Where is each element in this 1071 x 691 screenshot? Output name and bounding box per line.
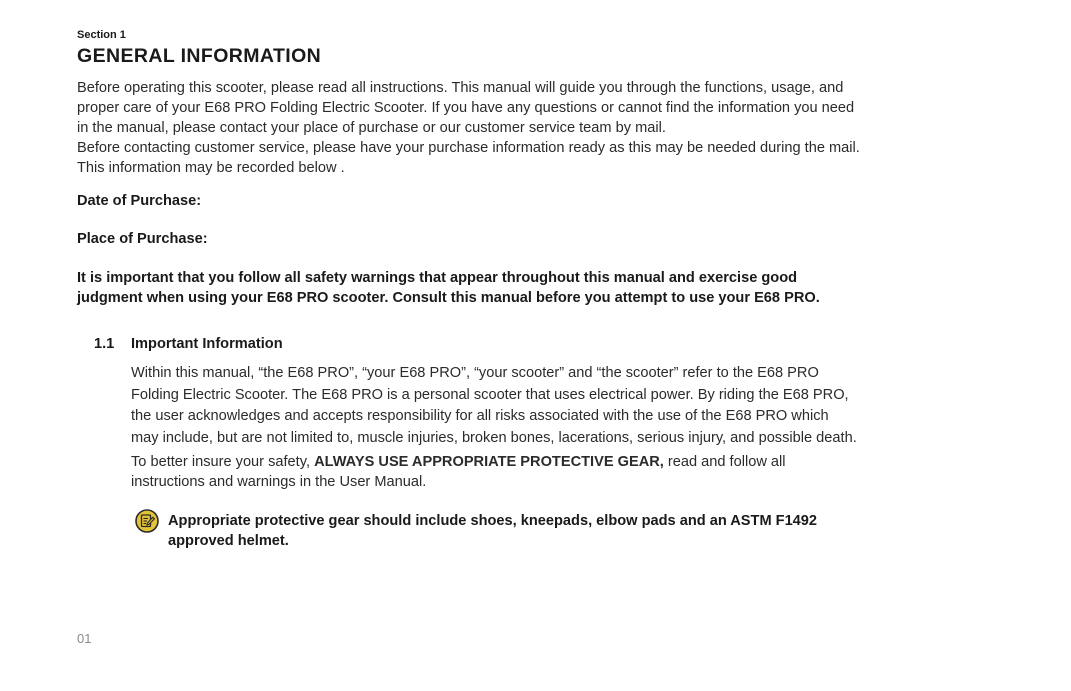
subsection-title: Important Information (131, 336, 283, 352)
intro-line: in the manual, please contact your place of purchase or our customer service team by mail. (77, 120, 666, 136)
intro-line: This information may be recorded below . (77, 160, 345, 176)
intro-paragraph (77, 78, 977, 178)
intro-line: proper care of your E68 PRO Folding Electric Scooter. If you have any questions or cannot find the information you need (77, 100, 855, 116)
important-info-paragraph (131, 363, 951, 449)
intro-line: Before operating this scooter, please read all instructions. This manual will guide you through the functions, usage, and (77, 80, 844, 96)
safety-warning-line: It is important that you follow all safety warnings that appear throughout this manual and exercise good (77, 270, 798, 286)
intro-line: Before contacting customer service, please have your purchase information ready as this may be needed during the mail. (77, 140, 860, 156)
paragraph-line: Folding Electric Scooter. The E68 PRO is a personal scooter that uses electrical power. By riding the E68 PRO, (131, 386, 849, 403)
safety-warning (77, 268, 820, 308)
paragraph-line (131, 452, 951, 472)
protective-gear-note (168, 511, 817, 551)
section-label: Section 1 (77, 29, 126, 41)
paragraph-line: may include, but are not limited to, muscle injuries, broken bones, lacerations, serious injury, and possible death. (131, 429, 857, 446)
place-of-purchase-label: Place of Purchase: (77, 231, 208, 247)
subsection-number: 1.1 (94, 336, 115, 352)
paragraph-line: the user acknowledges and accepts responsibility for all risks associated with the use of the E68 PRO which (131, 408, 829, 424)
protective-gear-paragraph (131, 452, 951, 492)
paragraph-text: To better insure your safety, (131, 454, 315, 470)
paragraph-line: instructions and warnings in the User Manual. (131, 474, 427, 490)
note-line: Appropriate protective gear should include shoes, kneepads, elbow pads and an ASTM F1492 (168, 513, 818, 529)
page-number: 01 (77, 631, 92, 646)
paragraph-text: read and follow all (663, 454, 786, 470)
safety-warning-line: judgment when using your E68 PRO scooter. Consult this manual before you attempt to use your E68 PRO. (77, 290, 820, 306)
note-line: approved helmet. (168, 533, 289, 549)
paragraph-line: Within this manual, “the E68 PRO”, “your E68 PRO”, “your scooter” and “the scooter” refer to the E68 PRO (131, 365, 819, 381)
date-of-purchase-label: Date of Purchase: (77, 193, 202, 209)
note-pencil-icon (135, 509, 159, 533)
protective-gear-emphasis: ALWAYS USE APPROPRIATE PROTECTIVE GEAR, (314, 454, 664, 470)
page-title: GENERAL INFORMATION (77, 45, 322, 67)
